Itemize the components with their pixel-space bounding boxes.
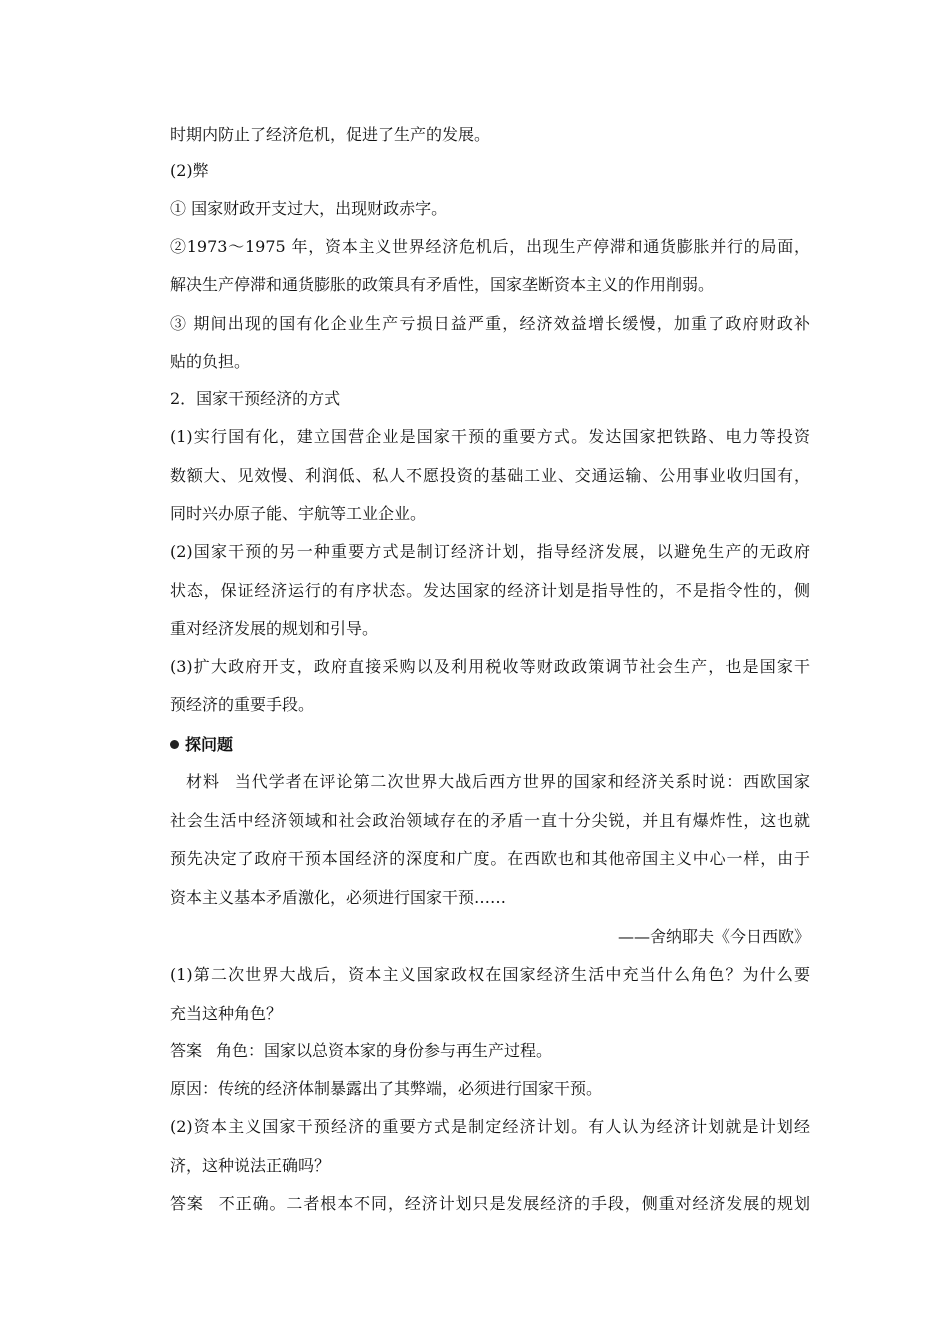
paragraph-line: (3)扩大政府开支，政府直接采购以及利用税收等财政政策调节社会生产，也是国家干	[170, 657, 810, 676]
question-1: (1)第二次世界大战后，资本主义国家政权在国家经济生活中充当什么角色？为什么要	[170, 965, 810, 984]
paragraph-line: 贴的负担。	[170, 352, 251, 371]
answer-1	[170, 1040, 810, 1062]
material-line	[170, 771, 810, 793]
list-item: ③ 期间出现的国有化企业生产亏损日益严重，经济效益增长缓慢，加重了政府财政补	[170, 314, 810, 333]
paragraph-line: 时期内防止了经济危机，促进了生产的发展。	[170, 125, 491, 144]
material-text: 当代学者在评论第二次世界大战后西方世界的国家和经济关系时说：西欧国家	[233, 772, 810, 791]
subheading-disadvantage: (2)弊	[170, 161, 209, 180]
answer-1-reason: 原因：传统的经济体制暴露出了其弊端，必须进行国家干预。	[170, 1079, 603, 1098]
material-line: 社会生活中经济领域和社会政治领域存在的矛盾一直十分尖锐，并且有爆炸性，这也就	[170, 811, 810, 830]
answer-label: 答案	[170, 1041, 203, 1060]
section-heading: 2．国家干预经济的方式	[170, 389, 341, 408]
question-2-cont: 济，这种说法正确吗？	[170, 1156, 331, 1175]
paragraph-line: 数额大、见效慢、利润低、私人不愿投资的基础工业、交通运输、公用事业收归国有，	[170, 466, 810, 485]
paragraph-line: 重对经济发展的规划和引导。	[170, 619, 379, 638]
paragraph-line: (2)国家干预的另一种重要方式是制订经济计划，指导经济发展，以避免生产的无政府	[170, 542, 810, 561]
material-label: 材料	[186, 772, 220, 791]
paragraph-line: 预经济的重要手段。	[170, 695, 315, 714]
paragraph-line: (1)实行国有化，建立国营企业是国家干预的重要方式。发达国家把铁路、电力等投资	[170, 427, 810, 446]
citation: ——舍纳耶夫《今日西欧》	[617, 927, 810, 946]
answer-text: 不正确。二者根本不同，经济计划只是发展经济的手段，侧重对经济发展的规划	[217, 1194, 810, 1213]
material-line: 预先决定了政府干预本国经济的深度和广度。在西欧也和其他帝国主义中心一样，由于	[170, 849, 810, 868]
list-item: ②1973～1975 年，资本主义世界经济危机后，出现生产停滞和通货膨胀并行的局面，	[170, 237, 810, 256]
answer-label: 答案	[170, 1194, 204, 1213]
question-2: (2)资本主义国家干预经济的重要方式是制定经济计划。有人认为经济计划就是计划经	[170, 1117, 810, 1136]
explore-heading	[170, 734, 810, 756]
material-line: 资本主义基本矛盾激化，必须进行国家干预……	[170, 888, 507, 907]
answer-2	[170, 1193, 810, 1215]
paragraph-line: 状态，保证经济运行的有序状态。发达国家的经济计划是指导性的，不是指令性的，侧	[170, 581, 810, 600]
bullet-dot-icon	[170, 740, 179, 749]
paragraph-line: 解决生产停滞和通货膨胀的政策具有矛盾性，国家垄断资本主义的作用削弱。	[170, 275, 715, 294]
list-item: ① 国家财政开支过大，出现财政赤字。	[170, 199, 448, 218]
question-1-cont: 充当这种角色？	[170, 1004, 283, 1023]
explore-heading-label: 探问题	[185, 735, 234, 754]
answer-text: 角色：国家以总资本家的身份参与再生产过程。	[216, 1041, 553, 1060]
paragraph-line: 同时兴办原子能、宇航等工业企业。	[170, 504, 427, 523]
